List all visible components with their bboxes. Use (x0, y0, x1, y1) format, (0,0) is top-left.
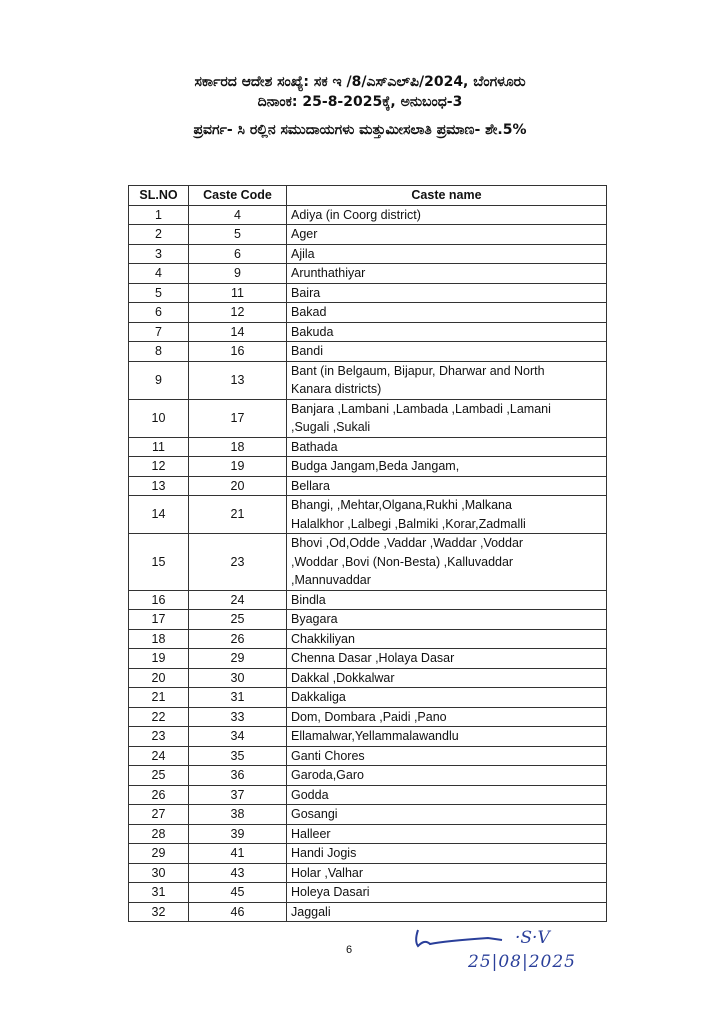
table-row (129, 610, 607, 630)
sl-no-cell: 2 (129, 225, 189, 245)
table-row (129, 902, 607, 922)
caste-code-cell: 18 (189, 437, 287, 457)
caste-name-line: Ajila (291, 246, 315, 261)
caste-code-cell: 45 (189, 883, 287, 903)
caste-code-cell: 43 (189, 863, 287, 883)
caste-name-cell (287, 902, 607, 922)
caste-name-cell (287, 629, 607, 649)
signature (410, 922, 610, 982)
caste-name-line: Bant (in Belgaum, Bijapur, Dharwar and North (291, 363, 545, 378)
caste-name-cell (287, 283, 607, 303)
caste-name-line: Chakkiliyan (291, 631, 355, 646)
caste-code-cell: 24 (189, 590, 287, 610)
table-row (129, 844, 607, 864)
caste-name-line: Dakkal ,Dokkalwar (291, 670, 395, 685)
table-header-row (129, 186, 607, 206)
sl-no-cell: 4 (129, 264, 189, 284)
table-row (129, 225, 607, 245)
sl-no-cell: 5 (129, 283, 189, 303)
table-row (129, 805, 607, 825)
caste-list-table (128, 185, 607, 922)
sl-no-cell: 13 (129, 476, 189, 496)
caste-name-line: Handi Jogis (291, 846, 357, 860)
caste-name-cell (287, 399, 607, 437)
table-row (129, 746, 607, 766)
table-row (129, 303, 607, 323)
sl-no-cell: 31 (129, 883, 189, 903)
caste-code-cell: 26 (189, 629, 287, 649)
caste-name-cell (287, 707, 607, 727)
caste-code-cell: 12 (189, 303, 287, 323)
sl-no-cell: 18 (129, 629, 189, 649)
caste-name-line: Bandi (291, 344, 323, 358)
sl-no-cell: 7 (129, 322, 189, 342)
caste-code-cell: 9 (189, 264, 287, 284)
table-body (129, 205, 607, 922)
caste-name-line: Gosangi (291, 807, 338, 821)
sl-no-cell: 8 (129, 342, 189, 362)
caste-name-line: Garoda,Garo (291, 768, 364, 782)
sl-no-cell: 11 (129, 437, 189, 457)
caste-name-cell (287, 766, 607, 786)
sl-no-cell: 10 (129, 399, 189, 437)
caste-name-line: Ellamalwar,Yellammalawandlu (291, 729, 459, 743)
caste-name-line: Banjara ,Lambani ,Lambada ,Lambadi ,Lamani (291, 401, 551, 416)
caste-name-line: Bindla (291, 592, 326, 607)
caste-name-cell (287, 649, 607, 669)
caste-name-line: Chenna Dasar ,Holaya Dasar (291, 651, 455, 665)
caste-name-line: Bakuda (291, 324, 334, 339)
table-row (129, 668, 607, 688)
caste-name-line: Godda (291, 787, 329, 802)
caste-name-line: Dom, Dombara ,Paidi ,Pano (291, 709, 447, 724)
table-row (129, 457, 607, 477)
sl-no-cell: 32 (129, 902, 189, 922)
table-row (129, 629, 607, 649)
caste-name-cell (287, 476, 607, 496)
caste-code-cell: 36 (189, 766, 287, 786)
caste-name-cell (287, 746, 607, 766)
table-row (129, 342, 607, 362)
caste-name-cell (287, 342, 607, 362)
table-row (129, 824, 607, 844)
caste-name-line: Bhangi, ,Mehtar,Olgana,Rukhi ,Malkana (291, 498, 512, 512)
table-row (129, 476, 607, 496)
caste-name-line: Bakad (291, 305, 327, 319)
caste-code-cell: 35 (189, 746, 287, 766)
table-row (129, 863, 607, 883)
caste-name-cell (287, 264, 607, 284)
order-number-heading: ಸರ್ಕಾರದ ಆದೇಶ ಸಂಖ್ಯೆ: ಸಕ ಇ /8/ಎಸ್‌ಎಲ್‌ಪಿ/2024, ಬೆಂಗಳೂರು (194, 74, 526, 90)
table-row (129, 649, 607, 669)
caste-code-cell: 37 (189, 785, 287, 805)
caste-code-cell: 38 (189, 805, 287, 825)
sl-no-cell: 17 (129, 610, 189, 630)
caste-code-cell: 14 (189, 322, 287, 342)
caste-name-cell (287, 688, 607, 708)
table-row (129, 496, 607, 534)
sl-no-cell: 15 (129, 534, 189, 591)
sl-no-cell: 12 (129, 457, 189, 477)
caste-name-cell (287, 534, 607, 591)
caste-code-cell: 17 (189, 399, 287, 437)
caste-code-cell: 16 (189, 342, 287, 362)
caste-name-cell (287, 844, 607, 864)
header-sl-no: SL.NO (129, 186, 189, 206)
caste-name-line: ,Woddar ,Bovi (Non-Besta) ,Kalluvaddar (291, 554, 514, 569)
caste-code-cell: 11 (189, 283, 287, 303)
caste-name-line: Dakkaliga (291, 690, 346, 704)
caste-code-cell: 19 (189, 457, 287, 477)
caste-name-line: ,Mannuvaddar (291, 573, 371, 587)
caste-name-cell (287, 205, 607, 225)
sl-no-cell: 23 (129, 727, 189, 747)
caste-code-cell: 21 (189, 496, 287, 534)
sl-no-cell: 3 (129, 244, 189, 264)
caste-code-cell: 13 (189, 361, 287, 399)
caste-name-line: Byagara (291, 612, 338, 626)
caste-name-cell (287, 361, 607, 399)
sl-no-cell: 25 (129, 766, 189, 786)
caste-name-cell (287, 225, 607, 245)
caste-name-line: Bathada (291, 439, 338, 454)
table-row (129, 590, 607, 610)
caste-code-cell: 31 (189, 688, 287, 708)
caste-name-line: Holar ,Valhar (291, 865, 364, 880)
caste-name-cell (287, 437, 607, 457)
caste-code-cell: 6 (189, 244, 287, 264)
table-row (129, 766, 607, 786)
caste-name-line: Bellara (291, 478, 330, 493)
sl-no-cell: 27 (129, 805, 189, 825)
sl-no-cell: 22 (129, 707, 189, 727)
header-caste-name: Caste name (287, 186, 607, 206)
table-row (129, 244, 607, 264)
sl-no-cell: 24 (129, 746, 189, 766)
caste-code-cell: 23 (189, 534, 287, 591)
table-row (129, 322, 607, 342)
date-annexure-heading: ದಿನಾಂಕ: 25-8-2025ಕ್ಕೆ, ಅನುಬಂಧ-3 (257, 94, 463, 110)
signature-initials: ·S·V (515, 928, 550, 948)
category-reservation-heading: ಪ್ರವರ್ಗ- ಸಿ ರಲ್ಲಿನ ಸಮುದಾಯಗಳು ಮತ್ತುಮೀಸಲಾತಿ ಪ್ರಮಾಣ- ಶೇ.5% (193, 122, 527, 138)
caste-name-line: ,Sugali ,Sukali (291, 420, 371, 434)
signature-date: 25|08|2025 (468, 952, 576, 972)
page-number: 6 (346, 944, 353, 956)
caste-name-cell (287, 668, 607, 688)
caste-name-cell (287, 785, 607, 805)
caste-name-cell (287, 457, 607, 477)
sl-no-cell: 16 (129, 590, 189, 610)
caste-code-cell: 33 (189, 707, 287, 727)
caste-code-cell: 30 (189, 668, 287, 688)
table-row (129, 688, 607, 708)
caste-name-line: Holeya Dasari (291, 885, 370, 899)
caste-name-cell (287, 303, 607, 323)
caste-code-cell: 46 (189, 902, 287, 922)
caste-name-line: Adiya (in Coorg district) (291, 207, 421, 222)
table-row (129, 205, 607, 225)
caste-name-line: Arunthathiyar (291, 266, 366, 280)
caste-code-cell: 41 (189, 844, 287, 864)
caste-name-cell (287, 883, 607, 903)
caste-name-cell (287, 610, 607, 630)
caste-name-line: Kanara districts) (291, 382, 382, 396)
sl-no-cell: 29 (129, 844, 189, 864)
caste-code-cell: 39 (189, 824, 287, 844)
table-row (129, 727, 607, 747)
sl-no-cell: 14 (129, 496, 189, 534)
caste-code-cell: 34 (189, 727, 287, 747)
sl-no-cell: 28 (129, 824, 189, 844)
caste-name-cell (287, 727, 607, 747)
caste-name-cell (287, 863, 607, 883)
caste-code-cell: 5 (189, 225, 287, 245)
table-row (129, 437, 607, 457)
caste-name-line: Bhovi ,Od,Odde ,Vaddar ,Waddar ,Voddar (291, 536, 524, 550)
caste-name-cell (287, 322, 607, 342)
header-caste-code: Caste Code (189, 186, 287, 206)
sl-no-cell: 26 (129, 785, 189, 805)
caste-name-line: Ager (291, 227, 318, 241)
caste-code-cell: 29 (189, 649, 287, 669)
caste-name-line: Baira (291, 285, 321, 300)
sl-no-cell: 30 (129, 863, 189, 883)
sl-no-cell: 20 (129, 668, 189, 688)
caste-name-line: Halleer (291, 826, 331, 841)
caste-name-line: Halalkhor ,Lalbegi ,Balmiki ,Korar,Zadmalli (291, 516, 526, 531)
caste-code-cell: 20 (189, 476, 287, 496)
caste-name-line: Budga Jangam,Beda Jangam, (291, 459, 460, 473)
caste-code-cell: 4 (189, 205, 287, 225)
sl-no-cell: 9 (129, 361, 189, 399)
table-row (129, 883, 607, 903)
table-row (129, 785, 607, 805)
caste-name-cell (287, 244, 607, 264)
table-row (129, 264, 607, 284)
caste-name-line: Ganti Chores (291, 748, 365, 763)
caste-name-cell (287, 805, 607, 825)
table-row (129, 534, 607, 591)
sl-no-cell: 6 (129, 303, 189, 323)
table-row (129, 399, 607, 437)
sl-no-cell: 21 (129, 688, 189, 708)
caste-name-line: Jaggali (291, 904, 331, 919)
sl-no-cell: 19 (129, 649, 189, 669)
caste-name-cell (287, 496, 607, 534)
caste-name-cell (287, 590, 607, 610)
caste-code-cell: 25 (189, 610, 287, 630)
table-row (129, 361, 607, 399)
sl-no-cell: 1 (129, 205, 189, 225)
caste-name-cell (287, 824, 607, 844)
table-row (129, 283, 607, 303)
table-row (129, 707, 607, 727)
